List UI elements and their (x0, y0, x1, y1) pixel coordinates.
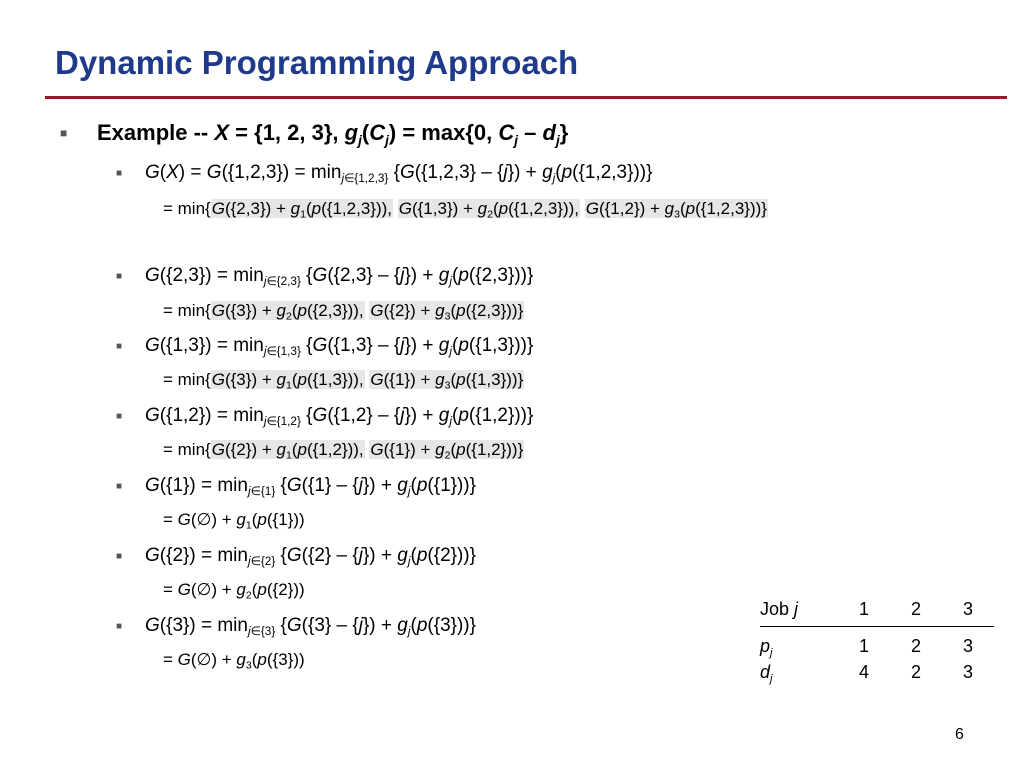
equation-line: $G(\{1\}) = \min_{j\in\{1\}} \{G(\{1\} - \{j\}) + g_j(p(\{1\}))\}$ (145, 475, 476, 499)
table-row (760, 659, 994, 685)
table-cell: 4 (858, 661, 869, 682)
square-bullet-icon: ■ (116, 551, 123, 562)
square-bullet-icon: ■ (116, 411, 123, 422)
square-bullet-icon: ■ (116, 621, 123, 632)
square-bullet-icon: ■ (116, 341, 123, 352)
equation-expansion: = $\min\{G(\{3\}) + g_1(p(\{1,3\}))$, $G(\{1\}) + g_3(p(\{1,3\}))$} (163, 370, 524, 392)
page-number: 6 (955, 726, 964, 743)
table-cell: 2 (890, 596, 942, 627)
equation-expansion: = $\min\{G(\{2\}) + g_1(p(\{1,2\}))$, $G(\{1\}) + g_2(p(\{1,2\}))$} (163, 440, 524, 462)
equation-line: $G(\{3\}) = \min_{j\in\{3\}} \{G(\{3\} - \{j\}) + g_j(p(\{3\}))\}$ (145, 615, 476, 639)
job-table-header-label: Job j (760, 596, 838, 627)
equation-expansion: = G(∅) + $g_3(p(\{3\}))$ (163, 650, 305, 672)
job-table (760, 596, 994, 685)
table-cell: 3 (962, 635, 973, 656)
table-row (760, 627, 994, 660)
square-bullet-icon: ■ (116, 481, 123, 492)
square-bullet-icon: ■ (116, 168, 123, 179)
table-cell: 2 (910, 661, 921, 682)
equation-expansion: = G(∅) + $g_1(p(\{1\}))$ (163, 510, 305, 532)
equation-line: $G(\{2,3\}) = \min_{j\in\{2,3\}} \{G(\{2,3\} - \{j\}) + g_j(p(\{2,3\}))\}$ (145, 265, 534, 289)
page-title: Dynamic Programming Approach (55, 44, 579, 81)
square-bullet-icon: ■ (60, 126, 68, 140)
equation-line: $G(\{1,3\}) = \min_{j\in\{1,3\}} \{G(\{1,3\} - \{j\}) + g_j(p(\{1,3\}))\}$ (145, 335, 534, 359)
equation-line: $G(X) = G(\{1,2,3\}) = \min_{j\in\{1,2,3\}} \{G(\{1,2,3\} - \{j\}) + g_j(p(\{1,2,3\}))\}$ (145, 162, 653, 186)
equation-expansion: = $\min\{G(\{2,3\}) + g_1(p(\{1,2,3\}))$, $G(\{1,3\}) + g_2(p(\{1,2,3\}))$, $G(\{1,2\}) + g_3(p(\{1,2,3\}))$} (163, 199, 767, 221)
table-cell: 2 (910, 635, 921, 656)
equation-expansion: = G(∅) + $g_2(p(\{2\}))$ (163, 580, 305, 602)
table-cell: 3 (962, 661, 973, 682)
table-cell: 1 (858, 635, 869, 656)
job-table-header (760, 596, 994, 627)
equation-line: $G(\{1,2\}) = \min_{j\in\{1,2\}} \{G(\{1,2\} - \{j\}) + g_j(p(\{1,2\}))\}$ (145, 405, 534, 429)
example-heading: Example -- X = {1, 2, 3}, $g_j(C_j) = \max\{0$, $C_j - d_j$} (97, 120, 569, 148)
table-cell: 3 (942, 596, 994, 627)
equation-expansion: = $\min\{G(\{3\}) + g_2(p(\{2,3\}))$, $G(\{2\}) + g_3(p(\{2,3\}))$} (163, 301, 524, 323)
square-bullet-icon: ■ (116, 271, 123, 282)
title-divider (45, 96, 1007, 99)
row-label-dj: $d_j$ (760, 661, 773, 685)
equation-line: $G(\{2\}) = \min_{j\in\{2\}} \{G(\{2\} - \{j\}) + g_j(p(\{2\}))\}$ (145, 545, 476, 569)
row-label-pj: $p_j$ (760, 635, 773, 659)
table-cell: 1 (838, 596, 890, 627)
